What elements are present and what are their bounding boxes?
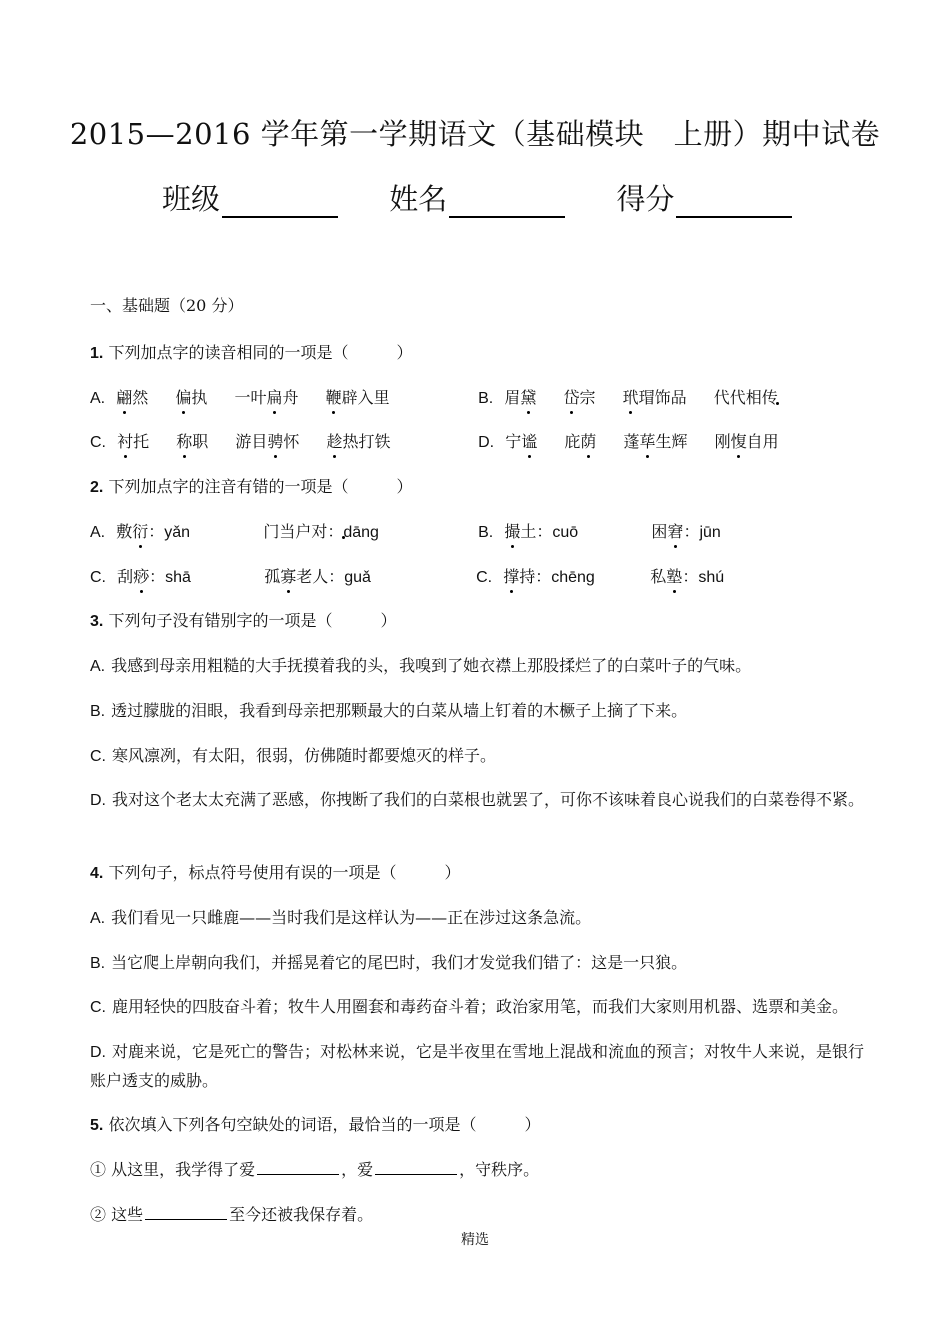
fill-blank[interactable] [375,1156,457,1175]
score-field [616,177,792,218]
name-blank[interactable] [449,188,565,218]
option-2a: A. 敷衍：yǎn 门当户对：dāng [90,518,473,547]
question-2-options-cd [90,563,870,592]
exam-title: 2015—2016 学年第一学期语文（基础模块 上册）期中试卷 [69,117,881,151]
student-info-fields [162,177,802,218]
option-3d: D. 我对这个老太太充满了恶感，你拽断了我们的白菜根也就罢了，可你不该味着良心说我们的白菜卷得不紧。 [90,790,865,809]
option-4a: A. 我们看见一只雌鹿——当时我们是这样认为——正在涉过这条急流。 [90,908,592,927]
option-3b: B. 透过朦胧的泪眼，我看到母亲把那颗最大的白菜从墙上钉着的木橛子上摘了下来。 [90,701,688,720]
option-4d: D. 对鹿来说，它是死亡的警告；对松林来说，它是半夜里在雪地上混战和流血的预言；对牧牛人来说，是银行账户透支的威胁。 [90,1042,865,1090]
option-1c: C. 衬托 称职 游目骋怀 趁热打铁 [90,428,473,457]
option-1b: B. 眉黛 岱宗 玳瑁饰品 代代相传 [478,384,800,413]
class-field [162,177,338,218]
option-3a: A. 我感到母亲用粗糙的大手抚摸着我的头，我嗅到了她衣襟上那股揉烂了的白菜叶子的气味。 [90,656,752,675]
fill-blank[interactable] [257,1156,339,1175]
name-label: 姓名 [389,182,448,216]
page-footer: 精选 [461,1232,489,1248]
option-2c: C. 刮痧：shā 孤寡老人：guǎ [90,563,471,592]
question-1-options-ab [90,384,870,413]
option-3c: C. 寒风凛冽，有太阳，很弱，仿佛随时都要熄灭的样子。 [90,746,497,765]
option-2d: C. 撑持：chēng 私塾：shú [476,563,724,592]
question-1-stem: 1. 下列加点字的读音相同的一项是（ ） [90,343,413,362]
question-1-options-cd [90,428,870,457]
class-label: 班级 [162,182,221,216]
question-3-stem: 3. 下列句子没有错别字的一项是（ ） [90,611,397,630]
question-4-stem: 4. 下列句子，标点符号使用有误的一项是（ ） [90,863,461,882]
score-label: 得分 [616,182,675,216]
question-2-stem: 2. 下列加点字的注音有错的一项是（ ） [90,477,413,496]
class-blank[interactable] [222,188,338,218]
option-1d: D. 宁谧 庇荫 蓬荜生辉 刚愎自用 [478,428,801,457]
question-2-options-ab [90,518,870,547]
question-5-sentence-2: ② 这些 至今还被我保存着。 [90,1201,870,1229]
score-blank[interactable] [676,188,792,218]
section-heading: 一、基础题（20 分） [90,296,244,315]
option-4b: B. 当它爬上岸朝向我们，并摇晃着它的尾巴时，我们才发觉我们错了：这是一只狼。 [90,953,688,972]
question-5-stem: 5. 依次填入下列各句空缺处的词语，最恰当的一项是（ ） [90,1115,541,1134]
fill-blank[interactable] [145,1201,227,1220]
name-field [389,177,565,218]
option-1a: A. 翩然 偏执 一叶扁舟 鞭辟入里 [90,384,473,413]
question-5-sentence-1: ① 从这里，我学得了爱 ，爱 ，守秩序。 [90,1156,870,1184]
option-4c: C. 鹿用轻快的四肢奋斗着；牧牛人用圈套和毒药奋斗着；政治家用笔，而我们大家则用机器、选票和美金。 [90,997,849,1016]
option-2b: B. 撮土：cuō 困窘：jūn [478,518,721,547]
